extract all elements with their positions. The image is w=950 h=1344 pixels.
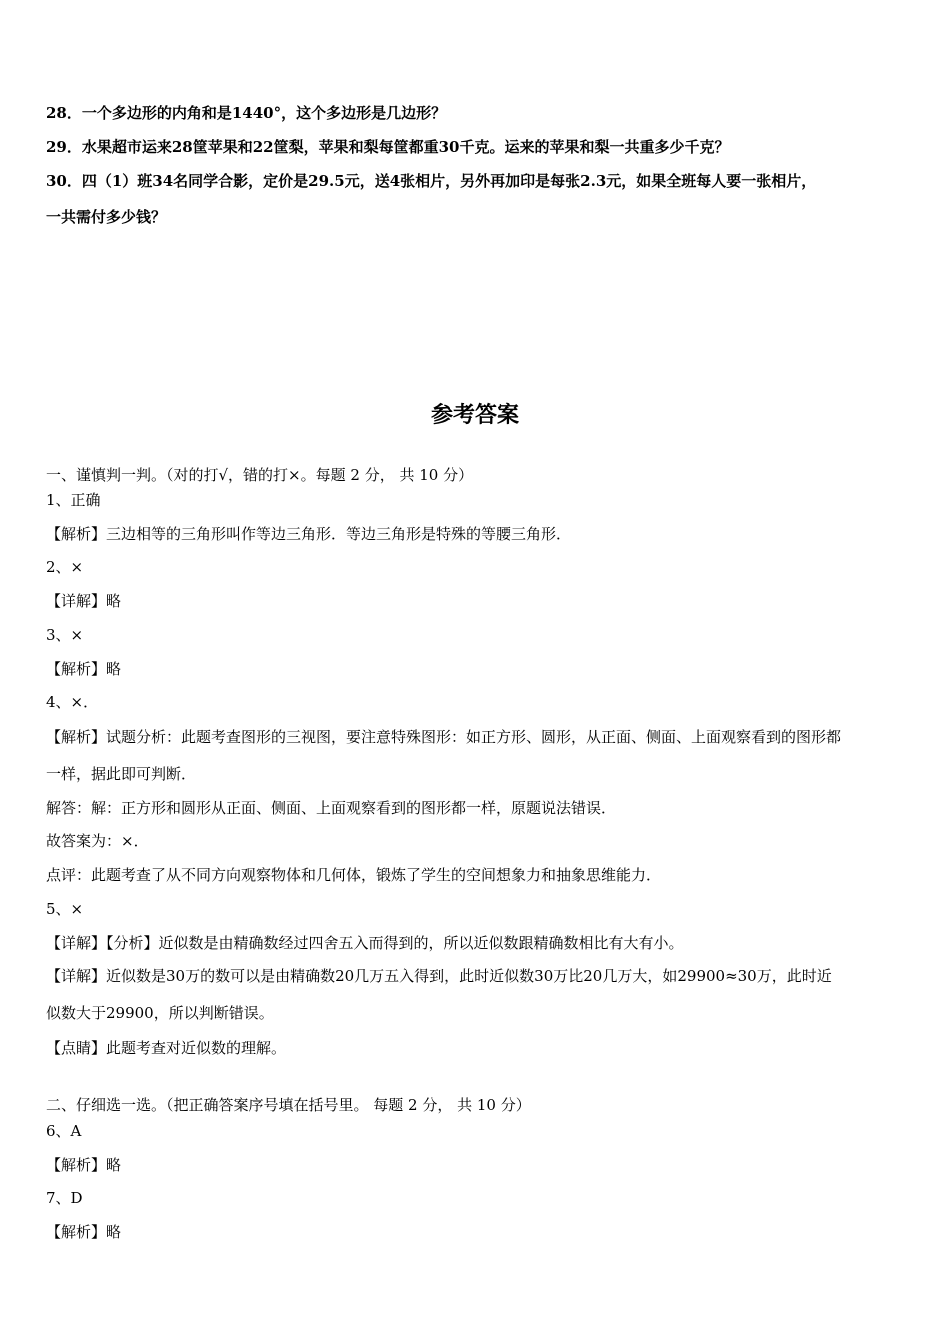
- answer-line: 【详解】【分析】近似数是由精确数经过四舍五入而得到的，所以近似数跟精确数相比有大有小。: [46, 934, 684, 952]
- answer-line: 4、×．: [46, 693, 99, 711]
- answer-line: 2、×: [46, 558, 84, 576]
- question-28: 28．一个多边形的内角和是1440°，这个多边形是几边形？: [46, 104, 447, 122]
- question-30-cont: 一共需付多少钱？: [46, 208, 167, 226]
- answer-line: 解答：解：正方形和圆形从正面、侧面、上面观察看到的图形都一样，原题说法错误．: [46, 799, 617, 817]
- answer-line: 【解析】略: [46, 660, 122, 678]
- answer-line: 【点睛】此题考查对近似数的理解。: [46, 1039, 287, 1057]
- answer-line: 点评：此题考查了从不同方向观察物体和几何体，锻炼了学生的空间想象力和抽象思维能力．: [46, 866, 662, 884]
- answer-line: 1、正确: [46, 491, 101, 509]
- answer-line: 3、×: [46, 626, 84, 644]
- answer-line: 5、×: [46, 900, 84, 918]
- answer-line: 一样，据此即可判断．: [46, 765, 197, 783]
- answer-line: 【详解】略: [46, 592, 122, 610]
- answer-line: 6、A: [46, 1122, 82, 1140]
- answer-line: 【解析】试题分析：此题考查图形的三视图，要注意特殊图形：如正方形、圆形，从正面、侧面、上面观察看到的图形都: [46, 728, 842, 746]
- answer-title: 参考答案: [430, 402, 519, 428]
- answer-line: 似数大于29900，所以判断错误。: [46, 1004, 274, 1022]
- answer-line: 7、D: [46, 1189, 83, 1207]
- answer-line: 【解析】三边相等的三角形叫作等边三角形．等边三角形是特殊的等腰三角形．: [46, 525, 572, 543]
- answer-line: 【解析】略: [46, 1223, 122, 1241]
- question-29: 29．水果超市运来28筐苹果和22筐梨，苹果和梨每筐都重30千克。运来的苹果和梨一共重多少千克？: [46, 138, 730, 156]
- answer-line: 【详解】近似数是30万的数可以是由精确数20几万五入得到，此时近似数30万比20几万大，如29900≈30万，此时近: [46, 967, 832, 985]
- section2-heading: 二、仔细选一选。（把正确答案序号填在括号里。 每题 2 分， 共 10 分）: [46, 1096, 531, 1114]
- answer-line: 【解析】略: [46, 1156, 122, 1174]
- question-30: 30．四（1）班34名同学合影，定价是29.5元，送4张相片，另外再加印是每张2.3元，如果全班每人要一张相片，: [46, 172, 817, 190]
- section1-heading: 一、谨慎判一判。（对的打√，错的打×。每题 2 分， 共 10 分）: [46, 466, 474, 484]
- answer-line: 故答案为：×．: [46, 832, 149, 850]
